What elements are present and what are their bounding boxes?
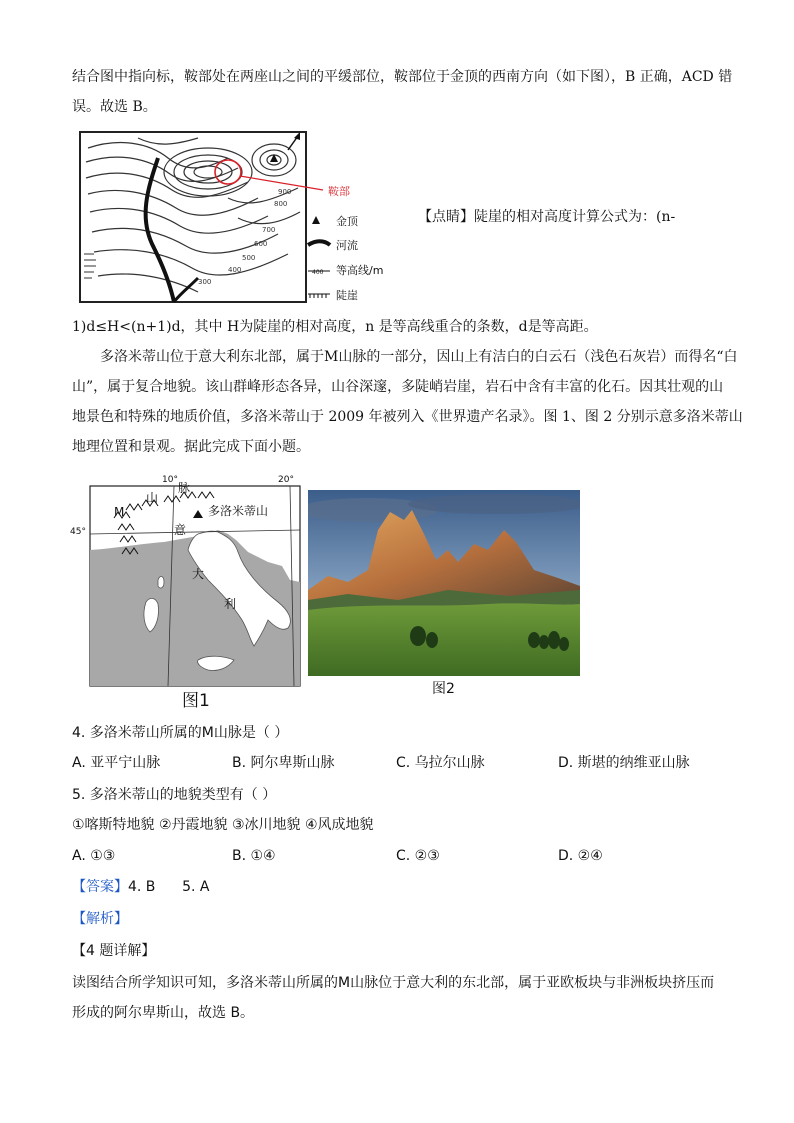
label-li: 利	[224, 597, 237, 611]
q5-option-a: A. ①③	[72, 848, 116, 864]
lon-10-label: 10°	[162, 475, 178, 485]
legend-summit-label: 金顶	[336, 215, 358, 228]
contour-value: 500	[242, 254, 256, 262]
legend-contour-label: 等高线/m	[336, 264, 384, 277]
contour-map-svg	[78, 128, 400, 304]
contour-map-figure	[78, 128, 400, 304]
tip-text: 【点睛】陡崖的相对高度计算公式为：(n-	[418, 209, 676, 225]
legend-contour-value: 400	[312, 269, 324, 276]
figure1-caption: 图1	[182, 691, 210, 711]
corsica-island	[158, 576, 164, 588]
q5-items: ①喀斯特地貌 ②丹霞地貌 ③冰川地貌 ④风成地貌	[72, 817, 374, 833]
figure1-italy-map	[68, 470, 304, 710]
q5-option-d: D. ②④	[558, 848, 603, 864]
label-da: 大	[192, 567, 205, 581]
passage-line-1: 多洛米蒂山位于意大利东北部，属于M山脉的一部分，因山上有洁白的白云石（浅色石灰岩）而得名“白	[100, 349, 738, 365]
q4-option-a: A. 亚平宁山脉	[72, 755, 161, 771]
saddle-label: 鞍部	[328, 185, 350, 198]
detail4-line-2: 形成的阿尔卑斯山，故选 B。	[72, 1005, 255, 1021]
q5-option-c: C. ②③	[396, 848, 440, 864]
contour-value: 400	[228, 266, 242, 274]
label-dolomites: 多洛米蒂山	[208, 504, 269, 518]
label-m: M	[114, 505, 125, 519]
q4-option-c: C. 乌拉尔山脉	[396, 755, 485, 771]
detail4-tag: 【4 题详解】	[72, 943, 156, 959]
legend-river-label: 河流	[336, 239, 358, 252]
contour-value: 800	[274, 200, 288, 208]
q4-stem: 4. 多洛米蒂山所属的M山脉是（ ）	[72, 725, 289, 741]
intro-line-1: 结合图中指向标，鞍部处在两座山之间的平缓部位，鞍部位于金顶的西南方向（如下图），B 正确，ACD 错	[72, 69, 733, 85]
analysis-tag: 【解析】	[72, 911, 128, 927]
answer-line	[72, 872, 722, 902]
tip-continuation: 1)d≤H<(n+1)d，其中 H为陡崖的相对高度，n 是等高线重合的条数，d是等高距。	[72, 319, 598, 335]
label-yi: 意	[174, 523, 187, 537]
q5-option-b: B. ①④	[232, 848, 276, 864]
contour-value: 600	[254, 240, 268, 248]
lat-45-label: 45°	[70, 527, 86, 537]
contour-value: 700	[262, 226, 276, 234]
label-shan: 山	[146, 491, 159, 505]
figure2-caption: 图2	[432, 681, 455, 697]
label-mai: 脉	[178, 481, 191, 495]
contour-value: 900	[278, 188, 292, 196]
answer-tag: 【答案】	[72, 879, 128, 895]
landscape-photo	[308, 490, 580, 676]
passage-line-3: 地景色和特殊的地质价值，多洛米蒂山于 2009 年被列入《世界遗产名录》。图 1、图 2 分别示意多洛米蒂山	[72, 409, 743, 425]
italy-map-svg	[68, 470, 304, 690]
legend-cliff-label: 陡崖	[336, 289, 358, 302]
lon-20-label: 20°	[278, 475, 294, 485]
figure2-landscape	[308, 490, 580, 702]
contour-value: 300	[198, 278, 212, 286]
q5-stem: 5. 多洛米蒂山的地貌类型有（ ）	[72, 787, 277, 803]
passage-line-2: 山”，属于复合地貌。该山群峰形态各异，山谷深邃，多陡峭岩崖，岩石中含有丰富的化石。因其壮观的山	[72, 379, 724, 395]
detail4-line-1: 读图结合所学知识可知，多洛米蒂山所属的M山脉位于意大利的东北部，属于亚欧板块与非洲板块挤压而	[72, 975, 715, 991]
q4-option-d: D. 斯堪的纳维亚山脉	[558, 755, 690, 771]
q4-option-b: B. 阿尔卑斯山脉	[232, 755, 335, 771]
intro-line-2: 误。故选 B。	[72, 99, 157, 115]
passage-line-4: 地理位置和景观。据此完成下面小题。	[72, 439, 310, 455]
answer-text: 4. B 5. A	[128, 879, 210, 895]
